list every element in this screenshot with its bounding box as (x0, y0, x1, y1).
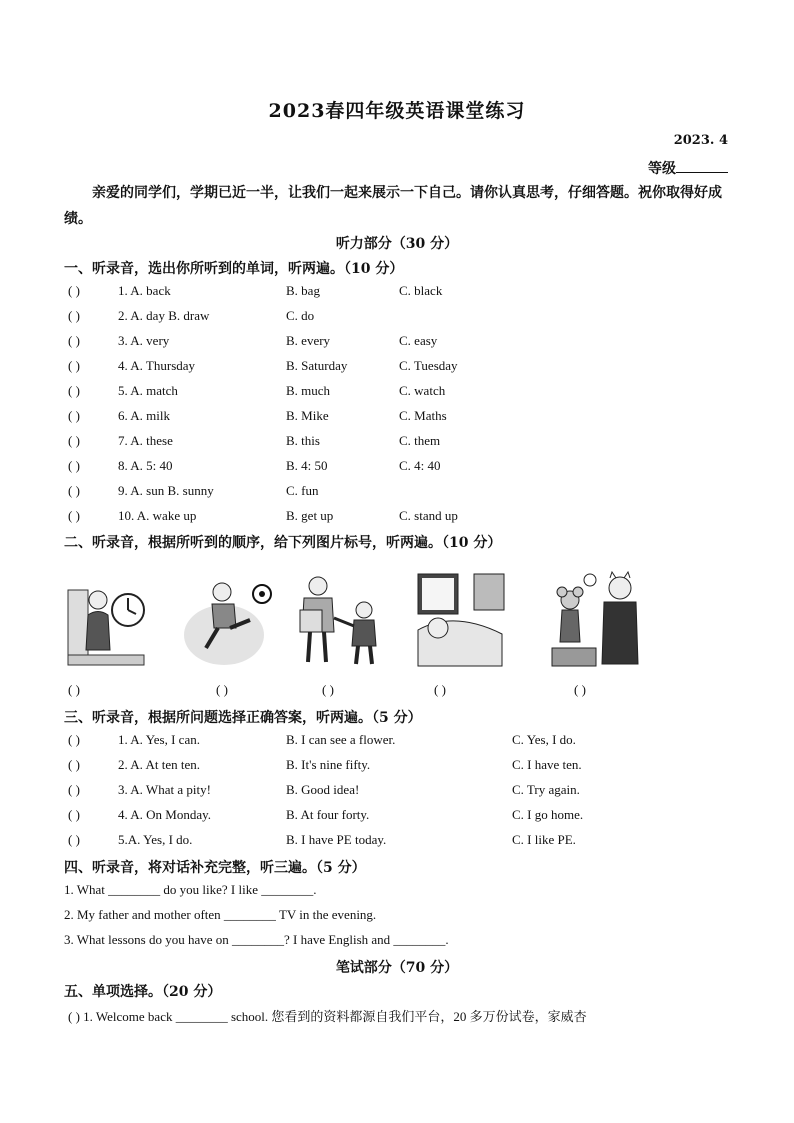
option-a: 10. A. wake up (118, 508, 197, 523)
grade-label: 等级 (648, 161, 676, 177)
option-c: C. them (399, 433, 441, 448)
option-c: C. I go home. (512, 807, 584, 822)
option-b: B. I can see a flower. (286, 732, 396, 747)
picture-5-answer[interactable]: ( ) (574, 682, 586, 697)
section1-title: 一、听录音，选出你所听到的单词，听两遍。（10 分） (64, 261, 404, 277)
section3-title: 三、听录音，根据所问题选择正确答案，听两遍。（5 分） (64, 710, 422, 726)
option-c: C. stand up (399, 508, 458, 523)
answer-paren[interactable]: ( ) (68, 408, 80, 423)
option-b: B. Good idea! (286, 782, 360, 797)
listen-answer-row (68, 832, 738, 852)
option-b: B. It's nine fifty. (286, 757, 371, 772)
picture-1-answer[interactable]: ( ) (68, 682, 80, 697)
grade-field (648, 158, 728, 178)
listen-word-row (68, 433, 738, 453)
greeting-friends-picture (294, 570, 384, 670)
option-b: B. I have PE today. (286, 832, 387, 847)
picture-2-answer[interactable]: ( ) (216, 682, 228, 697)
answer-paren[interactable]: ( ) (68, 483, 80, 498)
exam-date: 2023. 4 (673, 133, 728, 148)
grade-blank[interactable] (676, 158, 728, 173)
option-a: 9. A. sun B. sunny (118, 483, 214, 498)
option-a: 8. A. 5: 40 (118, 458, 173, 473)
listen-word-row (68, 308, 738, 328)
answer-paren[interactable]: ( ) (68, 732, 80, 747)
listen-word-row (68, 483, 738, 503)
option-a: 5.A. Yes, I do. (118, 832, 193, 847)
listen-word-row (68, 383, 738, 403)
option-a: 4. A. On Monday. (118, 807, 212, 822)
listen-word-row (68, 458, 738, 478)
option-a: 1. A. back (118, 283, 171, 298)
option-c: C. Try again. (512, 782, 580, 797)
written-heading: 笔试部分（70 分） (335, 960, 459, 976)
option-b: B. Saturday (286, 358, 348, 373)
listen-word-row (68, 358, 738, 378)
listen-word-row (68, 508, 738, 528)
option-a: 7. A. these (118, 433, 173, 448)
option-c: C. Tuesday (399, 358, 458, 373)
option-b: B. get up (286, 508, 334, 523)
option-a: 6. A. milk (118, 408, 171, 423)
option-c: C. easy (399, 333, 438, 348)
answer-paren[interactable]: ( ) (68, 508, 80, 523)
answer-paren[interactable]: ( ) (68, 433, 80, 448)
page-title: 2023春四年级英语课堂练习 (268, 100, 526, 122)
answer-paren[interactable]: ( ) (68, 782, 80, 797)
listen-answer-row (68, 807, 738, 827)
choice-question-1: ( ) 1. Welcome back ________ school. 您看到的资料都源自我们平台，20 多万份试卷，家威杏 (68, 1009, 587, 1024)
listen-word-row (68, 283, 738, 303)
option-b: B. this (286, 433, 320, 448)
answer-paren[interactable]: ( ) (68, 358, 80, 373)
section5-title: 五、单项选择。（20 分） (64, 984, 222, 1000)
listen-answer-row (68, 782, 738, 802)
option-b: B. much (286, 383, 331, 398)
fill-line-1: 1. What ________ do you like? I like ________. (64, 882, 317, 897)
answer-paren[interactable]: ( ) (68, 458, 80, 473)
boy-clock-picture (66, 570, 146, 670)
listen-word-row (68, 408, 738, 428)
option-b: C. fun (286, 483, 319, 498)
option-b: B. every (286, 333, 331, 348)
intro-paragraph: 亲爱的同学们，学期已近一半，让我们一起来展示一下自己。请你认真思考，仔细答题。祝你取得好成绩。 (64, 185, 722, 227)
picture-3-answer[interactable]: ( ) (322, 682, 334, 697)
option-a: 1. A. Yes, I can. (118, 732, 200, 747)
option-a: 2. A. At ten ten. (118, 757, 200, 772)
option-c: C. I like PE. (512, 832, 576, 847)
option-a: 2. A. day B. draw (118, 308, 210, 323)
picture-row (66, 570, 736, 670)
option-b: C. do (286, 308, 315, 323)
option-b: B. At four forty. (286, 807, 370, 822)
mouse-and-cat-picture (548, 570, 640, 670)
option-a: 3. A. very (118, 333, 170, 348)
option-c: C. watch (399, 383, 446, 398)
listening-heading: 听力部分（30 分） (335, 236, 459, 252)
option-c: C. Maths (399, 408, 447, 423)
section4-title: 四、听录音，将对话补充完整，听三遍。（5 分） (64, 860, 366, 876)
answer-paren[interactable]: ( ) (68, 333, 80, 348)
answer-paren[interactable]: ( ) (68, 757, 80, 772)
option-c: C. black (399, 283, 443, 298)
option-a: 3. A. What a pity! (118, 782, 211, 797)
answer-paren[interactable]: ( ) (68, 283, 80, 298)
fill-line-2: 2. My father and mother often ________ TV in the evening. (64, 907, 377, 922)
option-a: 5. A. match (118, 383, 178, 398)
fill-line-3: 3. What lessons do you have on ________? I have English and ________. (64, 932, 449, 947)
listen-answer-row (68, 757, 738, 777)
option-c: C. 4: 40 (399, 458, 441, 473)
sleeping-child-picture (414, 570, 506, 670)
picture-4-answer[interactable]: ( ) (434, 682, 446, 697)
answer-paren[interactable]: ( ) (68, 807, 80, 822)
answer-paren[interactable]: ( ) (68, 832, 80, 847)
option-b: B. bag (286, 283, 320, 298)
option-b: B. Mike (286, 408, 329, 423)
answer-paren[interactable]: ( ) (68, 383, 80, 398)
option-b: B. 4: 50 (286, 458, 328, 473)
football-player-picture (184, 570, 284, 670)
section2-title: 二、听录音，根据所听到的顺序，给下列图片标号，听两遍。（10 分） (64, 535, 502, 551)
answer-paren[interactable]: ( ) (68, 308, 80, 323)
option-c: C. I have ten. (512, 757, 582, 772)
listen-answer-row (68, 732, 738, 752)
option-c: C. Yes, I do. (512, 732, 576, 747)
option-a: 4. A. Thursday (118, 358, 196, 373)
listen-word-row (68, 333, 738, 353)
